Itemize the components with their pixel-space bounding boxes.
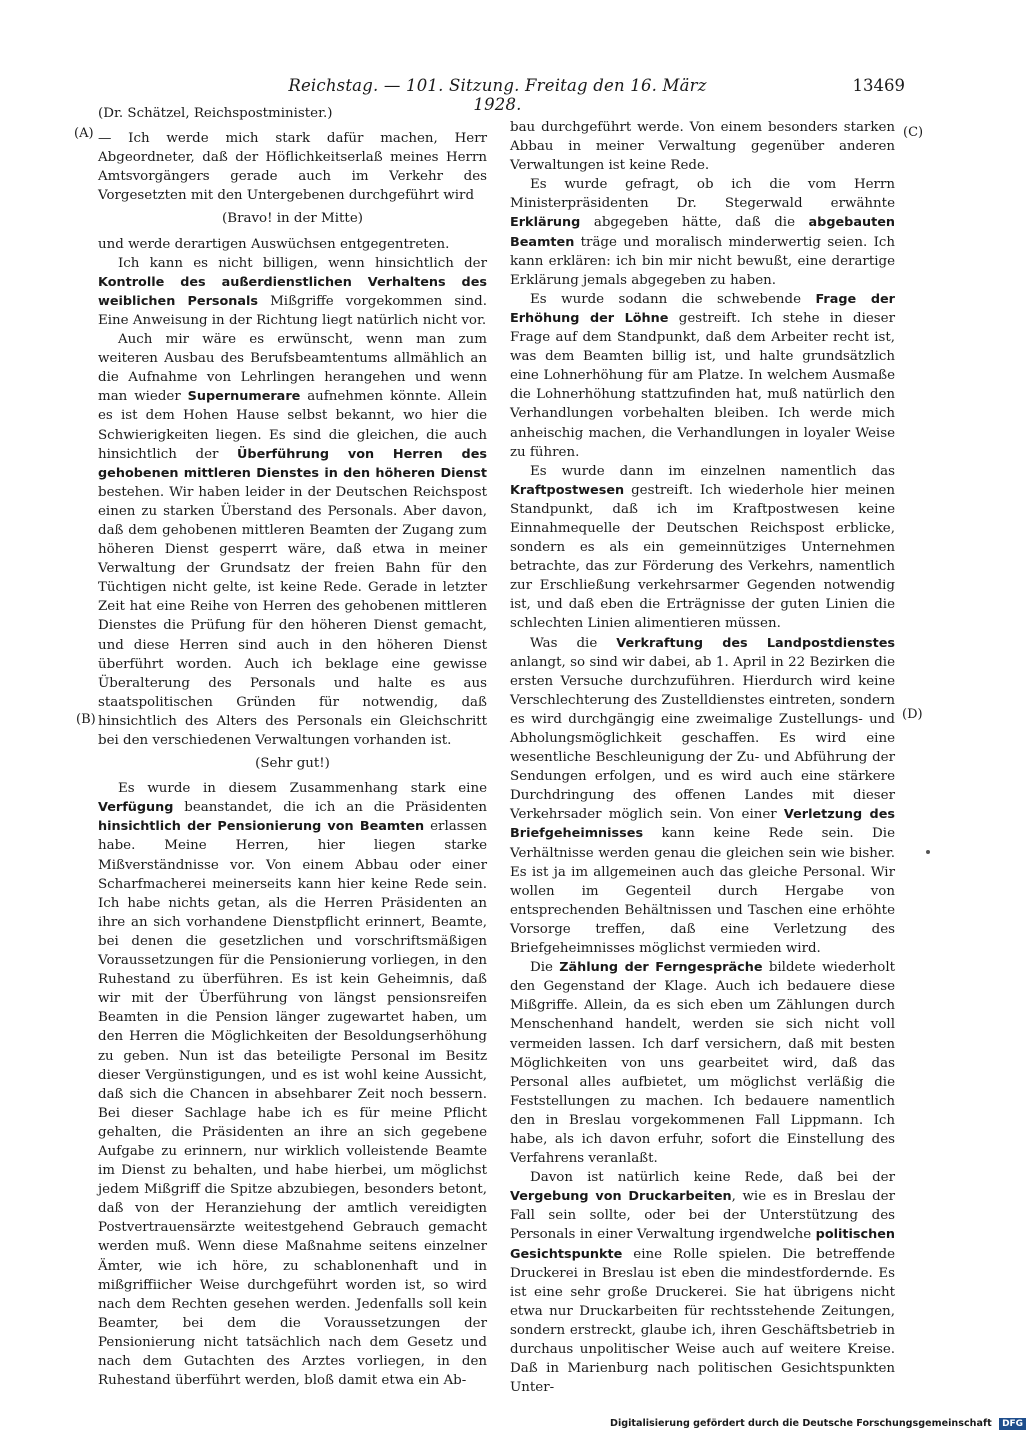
text: Mißgriffe vorgekommen sind. Eine Anweisung in der Richtung liegt natürlich nicht vor. xyxy=(98,293,487,328)
emphasis: abgebauten Beamten xyxy=(510,215,895,250)
text: aufnehmen könnte. Allein es ist dem Hohen Hause selbst bekannt, wo hier die Schwierigkeiten liegen. Es sind die gleichen, die auch hinsichtlich der xyxy=(98,389,488,462)
paragraph xyxy=(510,1168,895,1397)
running-title: Reichstag. — 101. Sitzung. Freitag den 16. März 1928. xyxy=(288,76,707,114)
dfg-logo: DFG xyxy=(999,1418,1026,1430)
text: träge und moralisch minderwertig seien. Ich kann erklären: ich bin mir nicht bewußt, eine derartige Erklärung jemals abgegeben zu haben. xyxy=(510,234,895,288)
text: Es wurde sodann die schwebende xyxy=(530,291,816,307)
text: anlangt, so sind wir dabei, ab 1. April in 22 Bezirken die ersten Versuche durchzuführen. Hierdurch wird keine Verschlechterung des Zustelldienstes eintreten, sondern es wird durchgängig eine zweimalige Zustellungs- und Abholungsmöglichkeit geschaffen. Es wird eine wesentliche Beschleunigung der Zu- und Abführung der Sendungen erfolgen, und es wird auch eine stärkere Durchdringung des offenen Landes mit dieser Verkehrsader möglich sein. Von einer xyxy=(510,654,895,823)
emphasis: Verfügung xyxy=(98,800,174,816)
text: beanstandet, die ich an die Präsidenten xyxy=(173,800,487,816)
paragraph: — Ich werde mich stark dafür machen, Herr Abgeordneter, daß der Höflichkeitserlaß meines Herrn Amtsvorgängers gerade auch im Verkehr des Vorgesetzten mit den Untergebenen durchgeführt wird xyxy=(98,131,487,204)
text: Ich kann es nicht billigen, wenn hinsichtlich der xyxy=(118,255,487,271)
text: Die xyxy=(530,960,560,976)
text: abgegeben hätte, daß die xyxy=(580,215,809,231)
applause-note: (Bravo! in der Mitte) xyxy=(222,211,363,227)
text: bildete wiederholt den Gegenstand der Klage. Auch ich bedauere diese Mißgriffe. Allein, da es sich eben um Zählungen durch Menschenhand handelt, werden sie sich nicht voll vermeiden lassen. Ich darf versichern, daß mit besten Möglichkeiten von uns gearbeitet wird, daß das Personal alles aufbietet, um möglichst verläßig die Feststellungen zu machen. Ich bedauere namentlich den in Breslau vorgekommenen Fall Lippmann. Ich habe, als ich davon erfuhr, sofort die Einstellung des Verfahrens veranlaßt. xyxy=(510,960,895,1167)
emphasis: Verletzung des Briefgeheimnisses xyxy=(510,807,895,842)
footer-text: Digitalisierung gefördert durch die Deutsche Forschungsgemeinschaft xyxy=(610,1418,992,1429)
text: gestreift. Ich stehe in dieser Frage auf dem Standpunkt, daß dem Arbeiter recht ist, was dem Beamten billig ist, und halte grundsätzlich eine Lohnerhöhung für am Platze. In welchem Ausmaße die Lohnerhöhung stattzufinden hat, muß natürlich den Verhandlungen vorbehalten bleiben. Ich werde mich anheischig machen, die Verhandlungen in loyaler Weise zu führen. xyxy=(510,310,895,460)
emphasis: Kontrolle des außerdienstlichen Verhaltens des weiblichen Personals xyxy=(98,274,487,309)
text: Davon ist natürlich keine Rede, daß bei der xyxy=(530,1170,895,1186)
margin-marker-b: (B) xyxy=(76,712,96,727)
emphasis: Überführung von Herren des gehobenen mittleren Dienstes in den höheren Dienst xyxy=(98,446,487,481)
text: , wie es in Breslau der Fall sein sollte, oder bei der Unterstützung des Personals in einer Verwaltung irgendwelche xyxy=(510,1189,895,1243)
text: Es wurde dann im einzelnen namentlich das xyxy=(530,463,895,479)
text: eine Rolle spielen. Die betreffende Druckerei in Breslau ist eben die mindestfordernde. Es ist eine sehr große Druckerei. Sie hat übrigens nicht etwa nur Druckarbeiten für rechtsstehende Zeitungen, sondern erstreckt, glaube ich, ihren Geschäftsbetrieb in durchaus unpolitischer Weise auch auf weitere Kreise. Daß in Marienburg nach politischen Gesichtspunkten Unter- xyxy=(510,1246,895,1396)
emphasis: Frage der Erhöhung der Löhne xyxy=(510,291,895,326)
paragraph: bau durchgeführt werde. Von einem besonders starken Abbau in meiner Verwaltung gegenüber anderen Verwaltungen ist keine Rede. xyxy=(510,120,895,174)
digitization-footer xyxy=(610,1418,1024,1430)
left-column xyxy=(98,104,488,1389)
applause-note: (Sehr gut!) xyxy=(255,756,330,772)
paragraph xyxy=(98,779,487,1390)
text: erlassen habe. Meine Herren, hier liegen starke Mißverständnisse vor. Von einem Abbau oder einer Scharfmacherei meinerseits kann hier keine Rede sein. Ich habe nichts getan, als die Herren Präsidenten an ihre an sich vorhandene Dienstpflicht erinnert, Beamte, bei denen die gesetzlichen und vorschriftsmäßigen Voraussetzungen für die Pensionierung vorliegen, in den Ruhestand zu überführen. Es ist kein Geheimnis, daß wir mit der Überführung von längst pensionsreifen Beamten in die Pension länger zugewartet haben, um den Herren die Möglichkeiten der Besoldungserhöhung zu geben. Nun ist das beteiligte Personal im Besitz dieser Vergünstigungen, und es ist wohl keine Aussicht, daß sich die Chancen in absehbarer Zeit noch bessern. Bei dieser Sachlage habe ich es für meine Pflicht gehalten, die Präsidenten an ihre an sich gegebene Aufgabe zu erinnern, nur wirklich volleistende Beamte im Dienst zu behalten, und habe hierbei, um möglichst jedem Mißgriff die Spitze abzubiegen, besonders betont, daß von der Heranziehung der amtlich vereidigten Postvertrauensärzte weitestgehend Gebrauch gemacht werden muß. Wenn diese Maßnahme seitens einzelner Ämter, wie ich höre, zu schablonenhaft und in mißgriffiicher Weise durchgeführt worden ist, so wird nach dem Rechten gesehen werden. Jedenfalls soll kein Beamter, bei dem die Voraussetzungen der Pensionierung nicht tatsächlich nach dem Gesetz und nach dem Gutachten des Arztes vorliegen, in den Ruhestand überführt werden, bloß damit etwa ein Ab- xyxy=(98,819,488,1389)
text: Auch mir wäre es erwünscht, wenn man zum weiteren Ausbau des Berufsbeamtentums allmählich an die Aufnahme von Lehrlingen herangehen und wenn man wieder xyxy=(98,332,487,405)
paragraph xyxy=(510,175,895,290)
text: gestreift. Ich wiederhole hier meinen Standpunkt, daß ich im Kraftpostwesen keine Einnahmequelle der Deutschen Reichspost erblicke, sondern es als ein gemeinnütziges Unternehmen betrachte, das zur Förderung des Verkehrs, namentlich zur Erschließung verkehrsarmer Gegenden notwendig ist, und daß eben die Erträgnisse der guten Linien die schlechten Linien alimentieren müssen. xyxy=(510,482,895,632)
speaker-line: (Dr. Schätzel, Reichspostminister.) xyxy=(98,106,333,121)
emphasis: Vergebung von Druckarbeiten xyxy=(510,1189,732,1205)
text: kann keine Rede sein. Die Verhältnisse werden genau die gleichen sein wie bisher. Es ist ja im allgemeinen auch das gleiche Personal. Wir wollen im Gegenteil durch Hergabe von entsprechenden Behältnissen und Taschen eine erhöhte Vorsorge treffen, daß eine Verletzung des Briefgeheimnisses möglichst vermieden wird. xyxy=(510,826,895,957)
text: Es wurde gefragt, ob ich die vom Herrn Ministerpräsidenten Dr. Stegerwald erwähnte xyxy=(510,177,895,212)
emphasis: Kraftpostwesen xyxy=(510,482,625,498)
emphasis: hinsichtlich der Pensionierung von Beamten xyxy=(98,819,425,835)
emphasis: Erklärung xyxy=(510,215,581,231)
right-column xyxy=(510,118,896,1396)
paragraph xyxy=(510,958,895,1168)
paragraph xyxy=(510,634,895,959)
ink-speck xyxy=(926,850,930,854)
margin-marker-a: (A) xyxy=(74,126,94,141)
text: Was die xyxy=(530,635,617,651)
paragraph xyxy=(98,330,487,750)
emphasis: Zählung der Ferngespräche xyxy=(559,960,763,976)
emphasis: Verkraftung des Landpostdienstes xyxy=(616,635,896,651)
paragraph xyxy=(510,290,895,462)
paragraph xyxy=(510,462,895,634)
emphasis: politischen Gesichtspunkte xyxy=(510,1227,895,1262)
emphasis: Supernumerare xyxy=(187,389,301,405)
paragraph xyxy=(98,254,487,330)
paragraph: und werde derartigen Auswüchsen entgegentreten. xyxy=(98,236,450,252)
text: Es wurde in diesem Zusammenhang stark eine xyxy=(118,781,487,797)
margin-marker-c: (C) xyxy=(903,125,924,140)
margin-marker-d: (D) xyxy=(902,707,923,722)
page-number: 13469 xyxy=(852,76,905,95)
text: bestehen. Wir haben leider in der Deutschen Reichspost einen zu starken Überstand des Personals. Aber davon, daß dem gehobenen mittleren Beamten der Zugang zum höheren Dienst gesperrt wäre, daß etwa in meiner Verwaltung der Grundsatz der freien Bahn für den Tüchtigen nicht gelte, ist keine Rede. Gerade in letzter Zeit hat eine Reihe von Herren des gehobenen mittleren Dienstes die Prüfung für den höheren Dienst gemacht, und diese Herren sind auch in den höheren Dienst überführt worden. Auch ich beklage eine gewisse Überalterung des Personals und halte es aus staatspolitischen Gründen für notwendig, daß hinsichtlich des Alters des Personals ein Gleichschritt bei den verschiedenen Verwaltungen vorhanden ist. xyxy=(98,484,487,748)
